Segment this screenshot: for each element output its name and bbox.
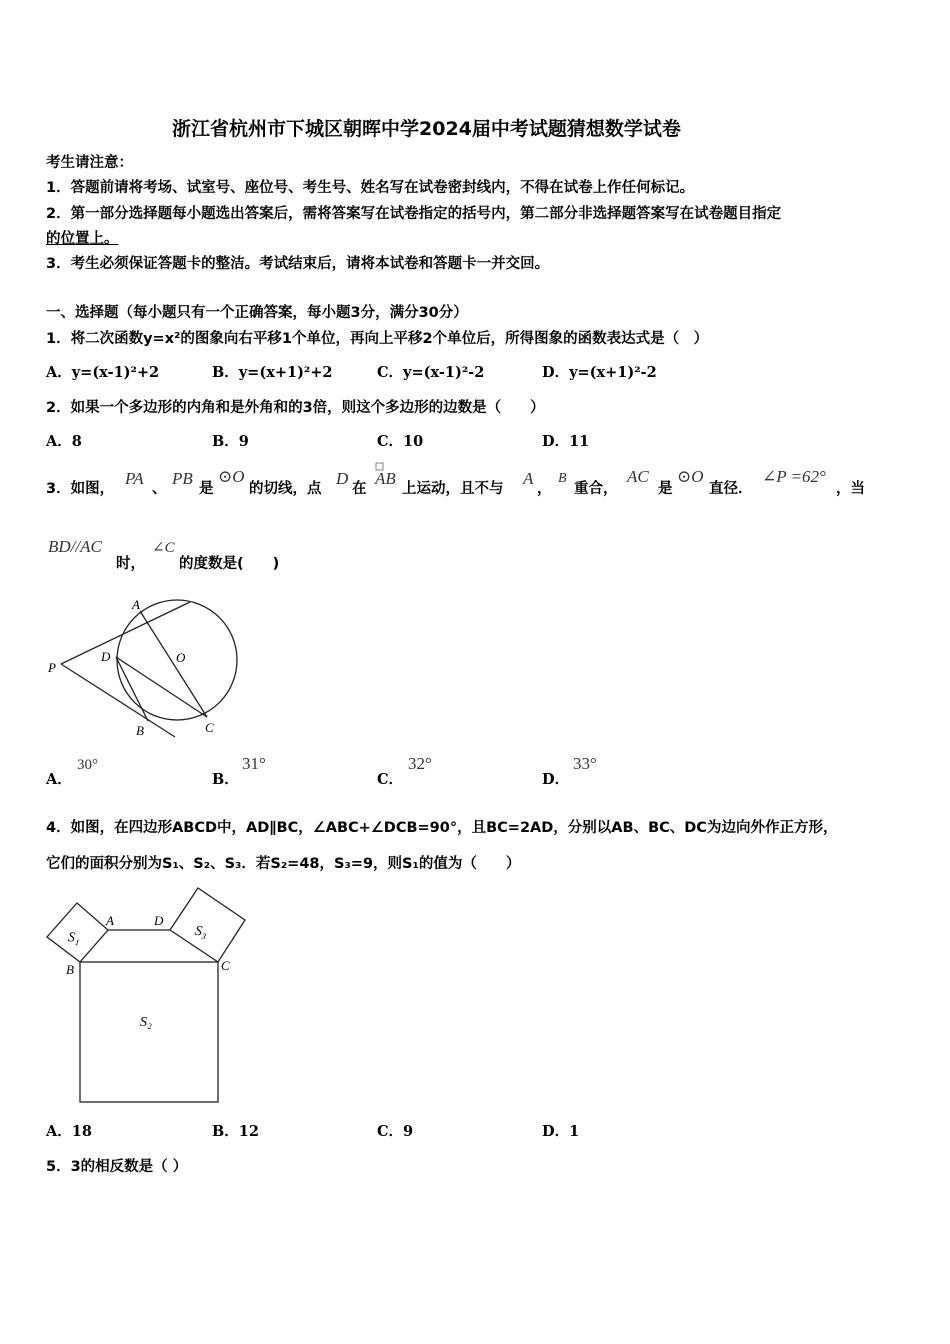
q3-text-dun: 、 [152,481,167,497]
label-c: C [221,958,230,973]
q2-option-a: A．8 [46,433,82,450]
q3-option-d-value: 33° [573,754,597,773]
q1-option-d: D．y=(x+1)²-2 [542,364,657,381]
q3-option-b-value: 31° [242,754,266,773]
label-s3: S₃ [193,923,209,941]
label-a: A [132,597,140,612]
q1-option-a: A．y=(x-1)²+2 [46,364,160,381]
q3-figure [40,590,250,745]
q3-math-ac: AC [627,467,649,486]
q1-option-c: C．y=(x-1)²-2 [377,364,485,381]
label-b: B [66,962,74,977]
label-s2: S₂ [140,1015,152,1030]
chord-ac [140,611,207,717]
q2-option-b: B．9 [212,433,249,450]
q3-text-shi2: 是 [658,481,673,497]
q3-option-d-letter: D． [542,771,570,788]
q3-text-comma: ， [537,481,552,497]
q3-text-shi3: 时， [116,556,145,572]
notice-item-3: 3．考生必须保证答题卡的整洁。考试结束后，请将本试卷和答题卡一并交回。 [46,256,550,272]
q4-figure [40,880,260,1105]
q3-math-b: B [558,471,567,486]
q3-text-dang: ，当 [836,481,865,497]
q4-stem-line-1: 4．如图，在四边形ABCD中，AD∥BC，∠ABC+∠DCB=90°，且BC=2AD，分别以AB、BC、DC为边向外作正方形， [46,820,838,836]
q3-text-du: 的度数是( ) [179,556,280,572]
q1-stem: 1．将二次函数y=x²的图象向右平移1个单位，再向上平移2个单位后，所得图象的函数表达式是（ ） [46,331,709,347]
label-s1: S₁ [66,929,81,947]
q3-option-c-value: 32° [408,754,432,773]
q3-text-zai: 在 [352,481,367,497]
q3-text-shang: 上运动，且不与 [402,481,504,497]
q3-math-circle-o: ⊙O [218,467,245,486]
q3-math-a: A [523,469,534,488]
q3-math-bd-ac: BD//AC [48,537,102,556]
q2-option-c: C．10 [377,433,424,450]
page-title: 浙江省杭州市下城区朝晖中学2024届中考试题猜想数学试卷 [172,118,681,140]
q3-option-a-value: 30° [77,757,98,773]
notice-item-2-cont: 的位置上。 [46,231,119,247]
q3-math-d: D [336,469,349,488]
q2-stem: 2．如果一个多边形的内角和是外角和的3倍，则这个多边形的边数是（ ） [46,400,545,416]
q2-option-d: D．11 [542,433,590,450]
notice-heading: 考生请注意： [46,155,133,171]
section-heading: 一、选择题（每小题只有一个正确答案，每小题3分，满分30分） [46,305,468,321]
q3-text-chong: 重合， [574,481,618,497]
q3-math-pb: PB [172,469,193,488]
label-c: C [205,720,214,735]
q3-math-angle-c: ∠C [152,540,175,556]
q4-option-d: D．1 [542,1123,580,1140]
q3-arc-mark [375,462,385,472]
label-a: A [106,913,114,928]
label-b: B [136,723,144,738]
q3-text-shi1: 是 [199,481,214,497]
q3-math-angle-p: ∠P =62° [762,467,826,486]
tangent-pa [61,602,190,664]
q4-option-a: A．18 [46,1123,92,1140]
q4-stem-line-2: 它们的面积分别为S₁、S₂、S₃．若S₂=48，S₃=9，则S₁的值为（ ） [46,856,521,872]
label-d: D [154,913,164,928]
q1-option-b: B．y=(x+1)²+2 [212,364,333,381]
q3-math-circle-o-2: ⊙O [677,467,704,486]
label-o: O [176,650,186,665]
q3-option-a-letter: A． [46,771,72,788]
tangent-pb [61,664,175,737]
q3-option-b-letter: B． [212,771,239,788]
q3-text-qie: 的切线，点 [249,481,322,497]
label-d: D [101,649,111,664]
q3-number: 3．如图， [46,481,115,497]
q3-math-pa: PA [125,469,144,488]
square-s2 [80,962,218,1102]
notice-item-2: 2．第一部分选择题每小题选出答案后，需将答案写在试卷指定的括号内，第二部分非选择题答案写在试卷题目指定 [46,206,782,222]
q3-text-zhi: 直径． [709,481,753,497]
q4-option-b: B．12 [212,1123,259,1140]
chord-bd [116,657,148,721]
q5-stem: 5．3的相反数是（ ） [46,1159,188,1175]
q3-option-c-letter: C． [377,771,404,788]
q3-math-arc-ab: AB [375,469,396,488]
notice-item-1: 1．答题前请将考场、试室号、座位号、考生号、姓名写在试卷密封线内，不得在试卷上作任何标记。 [46,180,695,196]
label-p: P [48,660,56,675]
q4-option-c: C．9 [377,1123,414,1140]
